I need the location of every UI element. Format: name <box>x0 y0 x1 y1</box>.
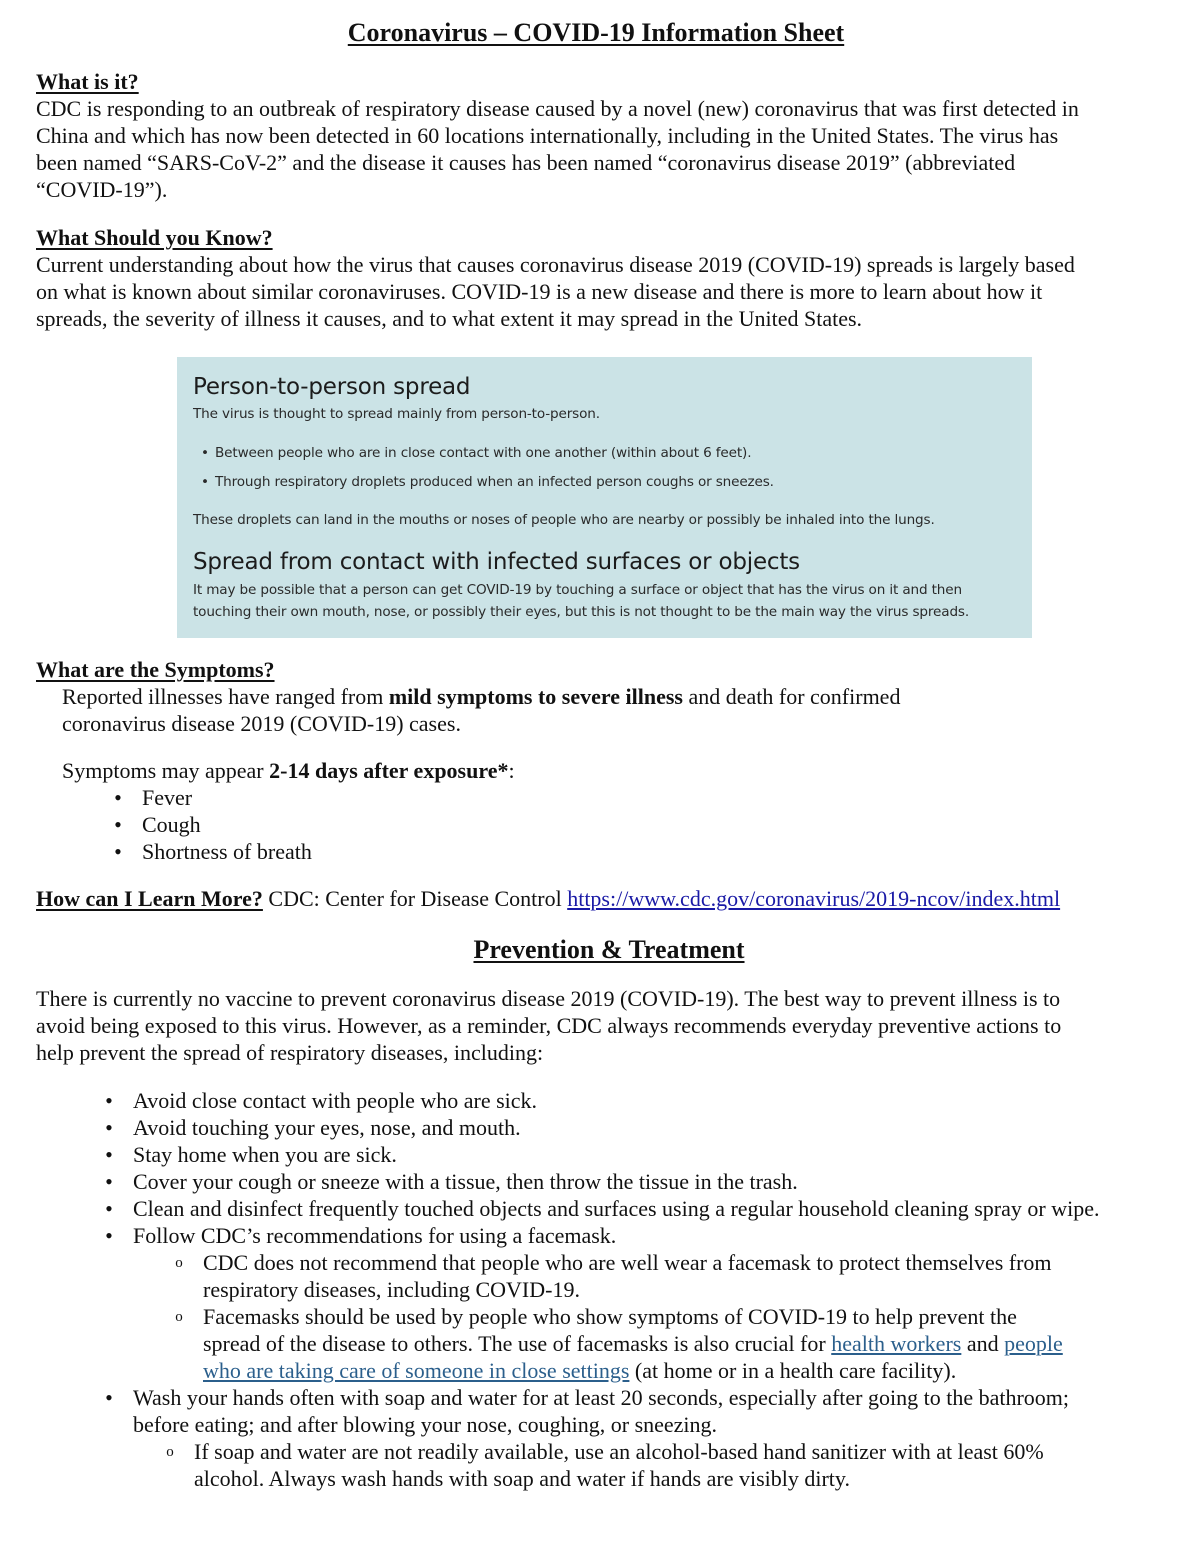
symptoms-list <box>114 784 1162 865</box>
text: Reported illnesses have ranged from <box>62 684 389 709</box>
list-item-text: Avoid touching your eyes, nose, and mouth. <box>133 1115 521 1140</box>
sub-list-item <box>175 1249 1193 1303</box>
sub-item-line <box>203 1357 1193 1384</box>
text: and death for confirmed <box>682 684 901 709</box>
text: (at home or in a health care facility). <box>629 1358 957 1383</box>
caregivers-link[interactable]: people <box>1004 1331 1063 1356</box>
prevention-bullets <box>105 1087 1193 1492</box>
document-title-text: Coronavirus – COVID-19 Information Sheet <box>347 18 845 47</box>
infobox-bullet <box>201 473 774 491</box>
paragraph-line: Current understanding about how the virus that causes coronavirus disease 2019 (COVID-19) spreads is largely based <box>36 252 1075 277</box>
facemask-sublist <box>175 1249 1193 1384</box>
infobox-heading-person-to-person: Person-to-person spread <box>193 374 471 400</box>
infobox-surfaces-line: touching their own mouth, nose, or possibly their eyes, but this is not thought to be the main way the virus spreads. <box>193 604 970 620</box>
caregivers-link-continued[interactable]: who are taking care of someone in close settings <box>203 1358 630 1383</box>
sub-list-item <box>166 1438 1193 1492</box>
learn-more-line <box>36 885 1176 912</box>
bullet-icon: • <box>105 1169 113 1194</box>
bullet-icon: • <box>105 1385 113 1410</box>
list-item-text: Wash your hands often with soap and water for at least 20 seconds, especially after going to the bathroom; <box>133 1385 1070 1410</box>
infobox-surfaces-line: It may be possible that a person can get COVID-19 by touching a surface or object that has the virus on it and then <box>193 582 962 598</box>
paragraph-line: China and which has now been detected in 60 locations internationally, including in the United States. The virus has <box>36 123 1059 148</box>
bullet-icon: • <box>114 785 122 810</box>
list-item <box>114 838 1162 865</box>
infobox-intro: The virus is thought to spread mainly from person-to-person. <box>193 406 600 422</box>
infobox-bullet <box>201 444 751 462</box>
paragraph-line: spreads, the severity of illness it causes, and to what extent it may spread in the United States. <box>36 306 863 331</box>
bullet-icon: • <box>114 812 122 837</box>
document-title <box>0 17 1192 49</box>
circle-bullet-icon: o <box>175 1309 183 1325</box>
symptoms-body <box>62 683 1162 865</box>
list-item <box>105 1168 1193 1195</box>
section-what-should-you-know <box>36 224 1176 332</box>
text: : <box>508 758 515 783</box>
symptoms-line: coronavirus disease 2019 (COVID-19) cases. <box>62 711 461 736</box>
prevention-list <box>105 1087 1193 1492</box>
infobox-heading-surfaces: Spread from contact with infected surfaces or objects <box>193 549 800 575</box>
list-item-text: before eating; and after blowing your nose, coughing, or sneezing. <box>133 1412 718 1437</box>
paragraph-line: avoid being exposed to this virus. However, as a reminder, CDC always recommends everyday preventive actions to <box>36 1013 1062 1038</box>
bullet-icon: • <box>105 1196 113 1221</box>
text: CDC: Center for Disease Control <box>262 886 568 911</box>
list-item <box>105 1384 1193 1492</box>
bullet-icon: • <box>105 1088 113 1113</box>
sub-item-line: respiratory diseases, including COVID-19. <box>203 1277 580 1302</box>
infobox-bullet-text: Between people who are in close contact with one another (within about 6 feet). <box>215 445 752 461</box>
bullet-icon: • <box>114 839 122 864</box>
list-item <box>105 1222 1193 1384</box>
list-item <box>114 784 1162 811</box>
symptoms-line <box>62 683 1162 710</box>
bullet-icon: • <box>105 1142 113 1167</box>
bullet-icon: • <box>105 1223 113 1248</box>
sub-item-line: Facemasks should be used by people who show symptoms of COVID-19 to help prevent the <box>203 1304 1017 1329</box>
sub-item-line <box>203 1330 1193 1357</box>
circle-bullet-icon: o <box>166 1444 174 1460</box>
list-item <box>105 1195 1193 1222</box>
prevention-intro <box>36 985 1176 1066</box>
list-item-text: Clean and disinfect frequently touched objects and surfaces using a regular household cleaning spray or wipe. <box>133 1196 1100 1221</box>
paragraph-line: There is currently no vaccine to prevent coronavirus disease 2019 (COVID-19). The best way to prevent illness is to <box>36 986 1061 1011</box>
text: spread of the disease to others. The use of facemasks is also crucial for <box>203 1331 832 1356</box>
wash-sublist <box>166 1438 1193 1492</box>
text: and <box>961 1331 1005 1356</box>
section-heading: How can I Learn More? <box>36 886 263 911</box>
list-item-text: Stay home when you are sick. <box>133 1142 397 1167</box>
list-item-text: Shortness of breath <box>142 839 312 864</box>
section-what-is-it <box>36 68 1176 203</box>
health-workers-link[interactable]: health workers <box>831 1331 962 1356</box>
list-item <box>114 811 1162 838</box>
text: Symptoms may appear <box>62 758 270 783</box>
circle-bullet-icon: o <box>175 1255 183 1271</box>
list-item-text: Cover your cough or sneeze with a tissue, then throw the tissue in the trash. <box>133 1169 798 1194</box>
paragraph-line: “COVID-19”). <box>36 177 168 202</box>
paragraph-line: been named “SARS-CoV-2” and the disease it causes has been named “coronavirus disease 2019” (abbreviated <box>36 150 1016 175</box>
sub-item-line: alcohol. Always wash hands with soap and water if hands are visibly dirty. <box>194 1466 850 1491</box>
section-heading: What is it? <box>36 69 139 94</box>
cdc-link[interactable]: https://www.cdc.gov/coronavirus/2019-ncov/index.html <box>567 886 1061 911</box>
infobox-bullet-text: Through respiratory droplets produced when an infected person coughs or sneezes. <box>215 474 774 490</box>
paragraph-line: help prevent the spread of respiratory diseases, including: <box>36 1040 544 1065</box>
section-symptoms <box>36 656 1176 683</box>
sub-item-line: If soap and water are not readily available, use an alcohol-based hand sanitizer with at least 60% <box>194 1439 1044 1464</box>
list-item-text: Follow CDC’s recommendations for using a facemask. <box>133 1223 617 1248</box>
list-item <box>105 1141 1193 1168</box>
sub-list-item <box>175 1303 1193 1384</box>
list-item-text: Avoid close contact with people who are sick. <box>133 1088 538 1113</box>
list-item <box>105 1114 1193 1141</box>
prevention-title <box>0 934 1200 966</box>
sub-item-line: CDC does not recommend that people who are well wear a facemask to protect themselves from <box>203 1250 1052 1275</box>
bullet-icon: • <box>105 1115 113 1140</box>
paragraph-line: on what is known about similar coronaviruses. COVID-19 is a new disease and there is more to learn about how it <box>36 279 1043 304</box>
prevention-title-text: Prevention & Treatment <box>473 935 745 964</box>
paragraph-line: CDC is responding to an outbreak of respiratory disease caused by a novel (new) coronavirus that was first detected in <box>36 96 1079 121</box>
section-heading: What Should you Know? <box>36 225 273 250</box>
spread-infobox <box>177 357 1032 638</box>
bold-text: mild symptoms to severe illness <box>388 684 683 709</box>
infobox-droplets-text: These droplets can land in the mouths or noses of people who are nearby or possibly be inhaled into the lungs. <box>193 512 935 528</box>
symptoms-appear-line <box>62 757 1162 784</box>
list-item-text: Fever <box>142 785 193 810</box>
bold-text: 2-14 days after exposure* <box>269 758 509 783</box>
bullet-icon: • <box>201 474 209 490</box>
list-item <box>105 1087 1193 1114</box>
bullet-icon: • <box>201 445 209 461</box>
section-heading: What are the Symptoms? <box>36 657 275 682</box>
list-item-text: Cough <box>142 812 201 837</box>
